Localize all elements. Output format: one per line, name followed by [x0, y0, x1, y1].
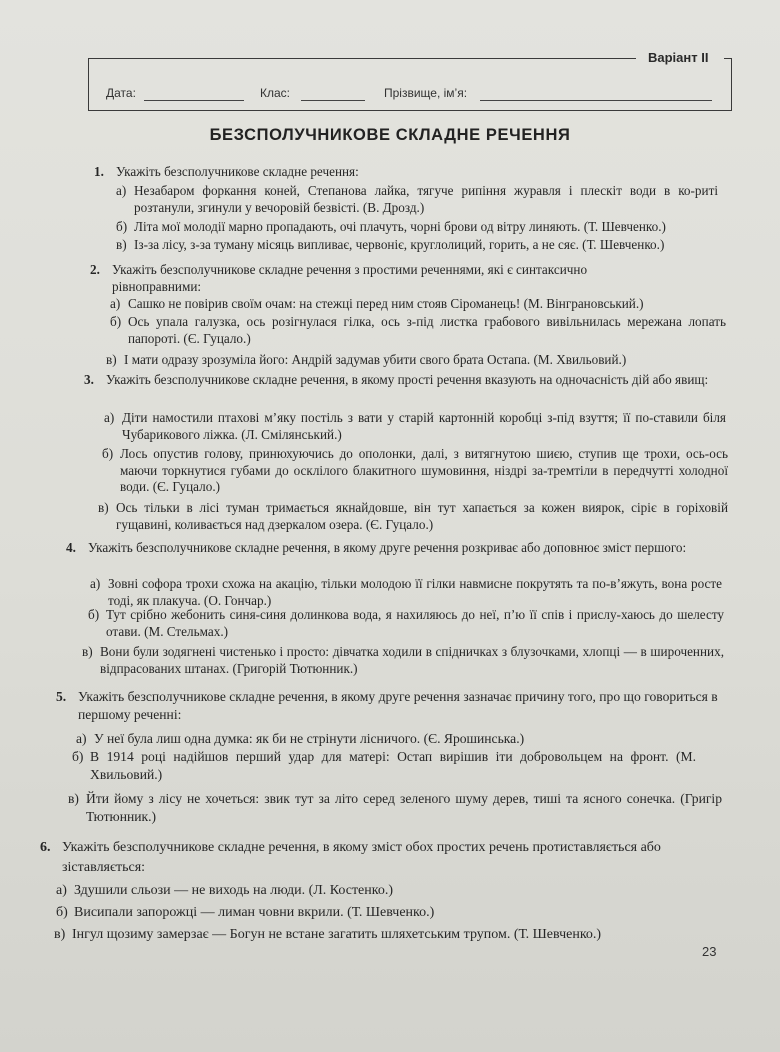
date-field[interactable] — [144, 100, 244, 101]
question-number: 2. — [90, 262, 100, 277]
class-label: Клас: — [260, 86, 290, 100]
question-4 — [66, 540, 724, 557]
answer-6c[interactable] — [54, 926, 716, 944]
header-top-line-right — [724, 58, 732, 59]
answer-6a[interactable] — [56, 882, 714, 900]
question-number: 3. — [84, 372, 94, 387]
class-field[interactable] — [301, 100, 365, 101]
answer-text: Інгул щозиму замерзає — Богун не встане загатить шляхетським трупом. (Т. Шевченко.) — [72, 927, 602, 942]
answer-text: І мати одразу зрозуміла його: Андрій задумав убити свого брата Остапа. (М. Хвильовий.) — [124, 352, 627, 367]
answer-4b[interactable] — [88, 607, 724, 640]
question-text: Укажіть безсполучникове складне речення, в якому друге речення розкриває або доповнює зміст першого: — [88, 540, 687, 555]
answer-text: Ось тільки в лісі туман тримається якнайдовше, він тут хапається за кожен виярок, сіріє в горіховій гущавині, коливається над дзеркалом озера. (Є. Гуцало.) — [116, 500, 728, 532]
answer-3c[interactable] — [98, 500, 728, 533]
answer-letter: а) — [56, 883, 67, 898]
answer-text: Літа мої молодії марно пропадають, очі плачуть, чорні брови од вітру линяють. (Т. Шевченко.) — [134, 219, 666, 234]
answer-1c[interactable] — [116, 237, 728, 254]
answer-text: Вони були зодягнені чистенько і просто: дівчатка ходили в спідничках з блузочками, хлопці — в широченних, відпрасованих штанах. (Григорій Тютюнник.) — [100, 644, 724, 676]
answer-4c[interactable] — [82, 644, 724, 677]
question-6 — [40, 838, 722, 878]
question-3 — [84, 372, 724, 389]
name-field[interactable] — [480, 100, 712, 101]
question-5 — [56, 688, 722, 724]
name-label: Прізвище, ім’я: — [384, 86, 468, 100]
answer-letter: а) — [110, 296, 121, 311]
question-text: Укажіть безсполучникове складне речення, в якому друге речення зазначає причину того, про що говориться в першому реченні: — [78, 689, 718, 722]
question-number: 5. — [56, 689, 67, 704]
answer-letter: а) — [104, 410, 115, 425]
answer-letter: б) — [72, 749, 84, 764]
answer-5a[interactable] — [76, 730, 720, 748]
question-number: 1. — [94, 164, 104, 179]
answer-1b[interactable] — [116, 219, 724, 236]
answer-2b[interactable] — [110, 314, 726, 347]
question-text: Укажіть безсполучникове складне речення з простими реченнями, які є синтаксично рівноправними: — [112, 262, 588, 294]
answer-letter: б) — [116, 219, 128, 234]
answer-5c[interactable] — [68, 790, 722, 826]
variant-label: Варіант ІІ — [648, 50, 709, 65]
answer-text: Зовні софора трохи схожа на акацію, тільки молодою її гілки навмисне покрутять та по-в’яжуть, вона росте тоді, як плакуча. (О. Гончар.) — [108, 576, 722, 608]
answer-3b[interactable] — [102, 446, 728, 496]
date-label: Дата: — [106, 86, 136, 100]
question-text: Укажіть безсполучникове складне речення: — [116, 164, 359, 179]
answer-letter: в) — [106, 352, 117, 367]
page-title: БЕЗСПОЛУЧНИКОВЕ СКЛАДНЕ РЕЧЕННЯ — [209, 126, 571, 144]
question-number: 4. — [66, 540, 76, 555]
header-top-line — [88, 58, 636, 59]
answer-text: Діти намостили птахові м’яку постіль з вати у старій картонній коробці з-під взуття; її по-ставили біля Чубарикового ліжка. (Л. Смілянський.) — [122, 410, 726, 442]
answer-letter: в) — [68, 791, 79, 806]
question-text: Укажіть безсполучникове складне речення, в якому зміст обох простих речень протиставляється або зіставляється: — [62, 840, 661, 875]
answer-letter: б) — [88, 607, 100, 622]
answer-letter: а) — [90, 576, 101, 591]
header-fields — [106, 86, 716, 104]
answer-text: Із-за лісу, з-за туману місяць випливає, червоніє, круглолиций, горить, а не сяє. (Т. Шевченко.) — [134, 237, 665, 252]
answer-text: Ось упала галузка, ось розігнулася гілка, ось з-під листка грабового вивільнилась мережана лопать папороті. (Є. Гуцало.) — [128, 314, 726, 346]
question-2 — [90, 262, 618, 295]
answer-letter: а) — [116, 183, 127, 198]
answer-letter: в) — [82, 644, 93, 659]
answer-5b[interactable] — [72, 748, 696, 784]
answer-letter: в) — [54, 927, 66, 942]
question-1 — [94, 164, 716, 181]
answer-text: Висипали запорожці — лиман човни вкрили. (Т. Шевченко.) — [74, 905, 435, 920]
page-number: 23 — [702, 944, 717, 959]
answer-letter: в) — [116, 237, 127, 252]
answer-text: Здушили сльози — не виходь на люди. (Л. Костенко.) — [74, 883, 394, 898]
answer-letter: б) — [102, 446, 114, 461]
answer-letter: в) — [98, 500, 109, 515]
answer-2a[interactable] — [110, 296, 726, 313]
answer-text: Йти йому з лісу не хочеться: звик тут за літо серед зеленого шуму дерев, тиші та ясного сонечка. (Григір Тютюнник.) — [86, 791, 722, 824]
answer-letter: а) — [76, 731, 87, 746]
answer-1a[interactable] — [116, 183, 718, 216]
answer-text: В 1914 році надійшов перший удар для матері: Остап вирішив іти добровольцем на фронт. (М. Хвильовий.) — [90, 749, 696, 782]
answer-4a[interactable] — [90, 576, 722, 609]
answer-letter: б) — [56, 905, 68, 920]
answer-text: У неї була лиш одна думка: як би не стрінути лісничого. (Є. Ярошинська.) — [94, 731, 525, 746]
answer-text: Незабаром форкання коней, Степанова лайка, тягуче рипіння журавля і плескіт води в ко-риті розтанули, згинули у вечоровій безвісті. (В. Дрозд.) — [134, 183, 718, 215]
answer-text: Лось опустив голову, принюхуючись до ополонки, далі, з витягнутою шиєю, ступив ще трохи, ось-ось маючи торкнутися губами до осклілого блакитного шумовиння, ніздрі за-тремтіли в передчутті холодної води. (Є. Гуцало.) — [120, 446, 728, 494]
answer-3a[interactable] — [104, 410, 726, 443]
question-number: 6. — [40, 840, 51, 855]
answer-6b[interactable] — [56, 904, 714, 922]
question-text: Укажіть безсполучникове складне речення, в якому прості речення вказують на одночасність дій або явищ: — [106, 372, 709, 387]
answer-2c[interactable] — [106, 352, 728, 369]
answer-letter: б) — [110, 314, 122, 329]
answer-text: Сашко не повірив своїм очам: на стежці перед ним стояв Сіроманець! (М. Вінграновський.) — [128, 296, 644, 311]
answer-text: Тут срібно жебонить синя-синя долинкова вода, я нахиляюсь до неї, п’ю її спів і прислу-хаюсь до шелесту отави. (М. Стельмах.) — [106, 607, 724, 639]
